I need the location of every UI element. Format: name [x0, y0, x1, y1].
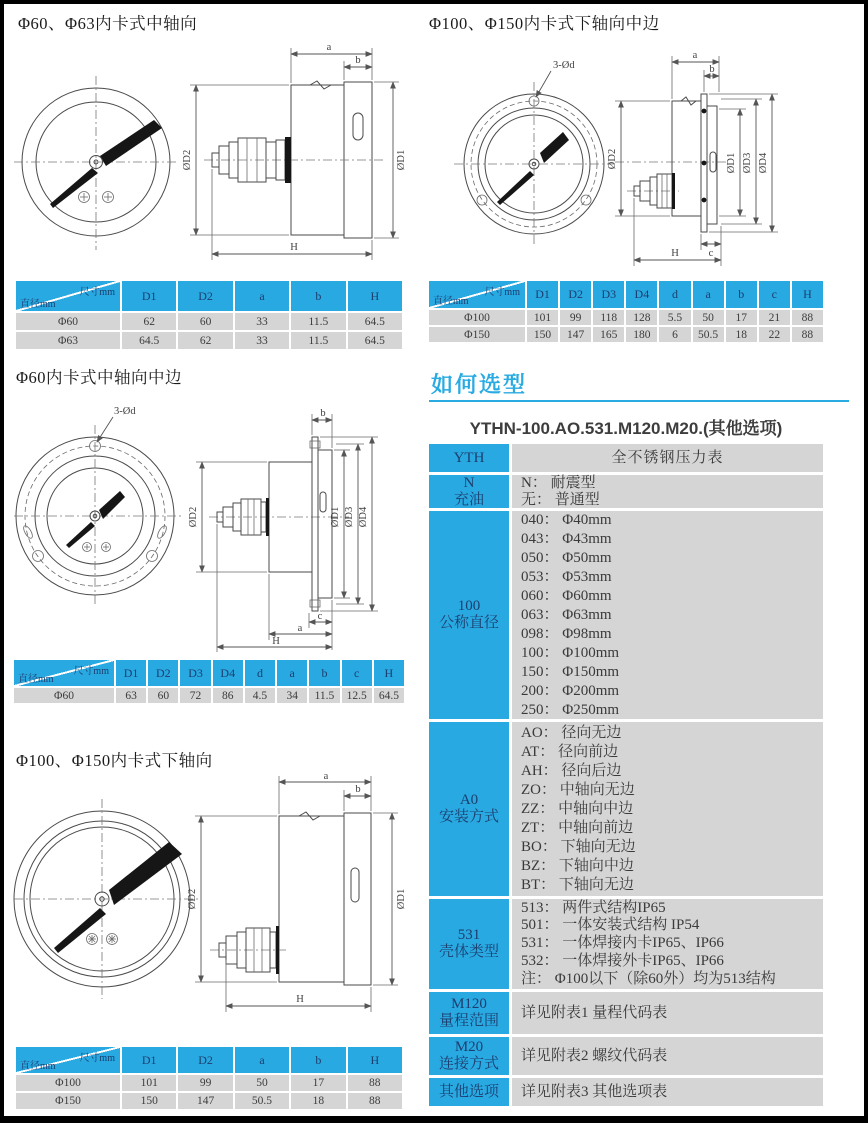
cell: 50.5 [693, 327, 724, 342]
dim-label-h: H [290, 242, 298, 253]
model-selection-table [429, 444, 823, 1106]
ear-slot [22, 524, 34, 539]
corner-diameter-label: 直径mm [18, 674, 54, 685]
option-item: ZT： 中轴向前边 [521, 819, 634, 836]
content-cell [512, 992, 823, 1034]
col-header: c [342, 660, 372, 686]
col-header: a [235, 281, 289, 311]
option-item: AH： 径向后边 [521, 762, 622, 779]
dim-label-h: H [272, 636, 280, 647]
bayonet-slot [320, 492, 326, 512]
col-header: D4 [213, 660, 243, 686]
dim-label-a: a [692, 50, 698, 61]
needle-blade [109, 842, 182, 905]
cell: 99 [178, 1075, 232, 1091]
cell: 88 [348, 1093, 402, 1109]
corner-diameter-label: 直径mm [20, 1061, 56, 1072]
dim-label-d2: ØD2 [182, 149, 193, 171]
col-header: c [759, 281, 790, 308]
option-item: 513： 两件式结构IP65 [521, 899, 666, 916]
content-cell [512, 722, 823, 896]
code-cell [429, 1078, 509, 1106]
dim-label-h: H [296, 994, 304, 1005]
col-header: b [309, 660, 339, 686]
cell: 11.5 [291, 313, 345, 330]
model-code: YTHN-100.AO.531.M120.M20.(其他选项) [469, 419, 783, 438]
code-cell [429, 899, 509, 989]
cell: 50 [235, 1075, 289, 1091]
code-label: 壳体类型 [438, 944, 499, 960]
col-header: D1 [122, 281, 176, 311]
dim-label-d4: ØD4 [758, 152, 769, 174]
code-label: 公称直径 [438, 615, 499, 631]
cell: 22 [759, 327, 790, 342]
content-cell [512, 475, 823, 508]
table-corner-cell [16, 281, 120, 311]
content-cell [512, 511, 823, 719]
code-value: 100 [457, 598, 481, 614]
dim-label-holes: 3-Ød [114, 406, 136, 417]
cell: 50 [693, 310, 724, 325]
section3-title: Φ60内卡式中轴向中边 [16, 368, 183, 387]
dim-label-b: b [355, 55, 361, 66]
dim-label-d1: ØD1 [396, 888, 407, 910]
dim-label-a: a [297, 623, 303, 634]
cell: 21 [759, 310, 790, 325]
section1-title: Φ60、Φ63内卡式中轴向 [18, 14, 198, 33]
selection-row-other-options [429, 1078, 823, 1106]
needle-blade [99, 491, 125, 519]
dim-label-d2: ØD2 [188, 506, 199, 528]
cell: 12.5 [342, 688, 372, 703]
option-item: BO： 下轴向无边 [521, 838, 636, 855]
cell: 86 [213, 688, 243, 703]
selection-row-yth [429, 444, 823, 472]
option-item: 详见附表2 螺纹代码表 [521, 1047, 668, 1064]
row-label: Φ100 [429, 310, 525, 325]
col-header: D1 [122, 1047, 176, 1073]
code-value: M20 [454, 1039, 484, 1055]
drawing-gauge-100-150-bottom-mid-flange [429, 44, 829, 276]
selection-row-diameter [429, 511, 823, 719]
cell: 88 [348, 1075, 402, 1091]
option-item: 100： Φ100mm [521, 644, 620, 661]
gauge-front-view [14, 406, 184, 607]
cell: 150 [122, 1093, 176, 1109]
cell: 18 [726, 327, 757, 342]
dim-label-holes: 3-Ød [553, 60, 575, 71]
cell: 72 [180, 688, 210, 703]
cell: 34 [277, 688, 307, 703]
option-item: BT： 下轴向无边 [521, 876, 634, 893]
option-item: 200： Φ200mm [521, 682, 620, 699]
col-header: H [348, 281, 402, 311]
code-label: 充油 [453, 491, 484, 508]
dim-label-d1: ØD1 [726, 152, 737, 174]
code-value: A0 [459, 792, 479, 808]
code-cell [429, 511, 509, 719]
col-header: D4 [626, 281, 657, 308]
cell: 64.5 [348, 332, 402, 349]
dim-label-b: b [320, 408, 326, 419]
content-cell [512, 444, 823, 472]
cell: 5.5 [659, 310, 690, 325]
drawing-gauge-100-150-bottom [14, 772, 414, 1040]
content-cell [512, 899, 823, 989]
code-cell [429, 722, 509, 896]
gauge-front-view [14, 799, 200, 999]
dim-label-h: H [671, 248, 679, 259]
cell: 33 [235, 313, 289, 330]
col-header: D2 [560, 281, 591, 308]
code-value: N [463, 474, 475, 491]
col-header: H [792, 281, 823, 308]
dim-label-b: b [355, 784, 361, 795]
flange-plate [312, 437, 318, 611]
corner-size-label: 尺寸mm [79, 1053, 115, 1064]
cell: 33 [235, 332, 289, 349]
cell: 101 [527, 310, 558, 325]
dim-label-d1: ØD1 [330, 506, 341, 528]
selection-row-range [429, 992, 823, 1034]
option-item: 详见附表3 其他选项表 [521, 1083, 668, 1100]
option-item: ZO： 中轴向无边 [521, 781, 635, 798]
col-header: b [726, 281, 757, 308]
option-item: 060： Φ60mm [521, 587, 612, 604]
drawing-gauge-60-center-back [14, 34, 414, 276]
option-item: 053： Φ53mm [521, 568, 612, 585]
option-item: 150： Φ150mm [521, 663, 620, 680]
dimension-table-4 [16, 1047, 402, 1109]
dim-label-d2: ØD2 [187, 888, 198, 910]
section2-title: Φ100、Φ150内卡式下轴向中边 [429, 14, 660, 33]
col-header: D2 [148, 660, 178, 686]
option-note: 注： Φ100以下（除60外）均为513结构 [521, 970, 776, 987]
drawing-gauge-60-center-mid-flange [14, 392, 414, 656]
dim-label-c: c [317, 611, 323, 622]
dim-label-d3: ØD3 [344, 506, 355, 528]
col-header: a [235, 1047, 289, 1073]
col-header: D2 [178, 281, 232, 311]
col-header: H [348, 1047, 402, 1073]
cell: 11.5 [291, 332, 345, 349]
section4-title: Φ100、Φ150内卡式下轴向 [16, 751, 213, 770]
dim-label-d2: ØD2 [607, 148, 618, 170]
col-header: b [291, 281, 345, 311]
gauge-side-view [182, 42, 407, 260]
option-item: 040： Φ40mm [521, 511, 612, 528]
ear-slot [156, 524, 168, 539]
dim-label-d4: ØD4 [358, 506, 369, 528]
option-item: 050： Φ50mm [521, 549, 612, 566]
col-header: a [693, 281, 724, 308]
row-label: Φ60 [16, 313, 120, 330]
code-label: 连接方式 [438, 1056, 499, 1072]
cell: 64.5 [122, 332, 176, 349]
bayonet-slot [351, 868, 359, 902]
dim-label-d3: ØD3 [742, 152, 753, 174]
cell: 180 [626, 327, 657, 342]
heading-underline [429, 400, 849, 402]
corner-diameter-label: 直径mm [20, 299, 56, 310]
cell: 60 [148, 688, 178, 703]
code-cell [429, 1037, 509, 1075]
row-label: Φ100 [16, 1075, 120, 1091]
option-item: 无： 普通型 [521, 491, 600, 508]
option-item: 043： Φ43mm [521, 530, 612, 547]
selection-row-case-type [429, 899, 823, 989]
cell: 18 [291, 1093, 345, 1109]
dim-label-a: a [323, 771, 329, 782]
mounting-hole [581, 195, 591, 205]
cell: 62 [122, 313, 176, 330]
row-label: Φ150 [16, 1093, 120, 1109]
selection-row-mounting [429, 722, 823, 896]
gauge-side-view [187, 771, 407, 1012]
table-corner-cell [429, 281, 525, 308]
screw-icon [83, 543, 111, 552]
cell: 99 [560, 310, 591, 325]
col-header: D1 [527, 281, 558, 308]
cell: 60 [178, 313, 232, 330]
code-value: YTH [453, 449, 485, 466]
gauge-side-view [188, 408, 378, 652]
selection-row-connection [429, 1037, 823, 1075]
col-header: D2 [178, 1047, 232, 1073]
option-item: 501： 一体安装式结构 IP54 [521, 917, 700, 934]
table-corner-cell [14, 660, 114, 686]
col-header: d [245, 660, 275, 686]
row-label: Φ150 [429, 327, 525, 342]
code-value: M120 [451, 996, 487, 1012]
code-label: 安装方式 [438, 809, 499, 825]
cell: 101 [122, 1075, 176, 1091]
corner-size-label: 尺寸mm [79, 287, 115, 298]
row-label: Φ63 [16, 332, 120, 349]
cell: 88 [792, 310, 823, 325]
gauge-front-view [454, 60, 614, 246]
code-label: 量程范围 [438, 1013, 499, 1029]
needle-blade [540, 132, 569, 163]
col-header: D1 [116, 660, 146, 686]
code-cell [429, 444, 509, 472]
option-item: AT： 径向前边 [521, 743, 619, 760]
pressure-connector [627, 173, 679, 209]
corner-size-label: 尺寸mm [484, 287, 520, 298]
option-item: ZZ： 中轴向中边 [521, 800, 634, 817]
cell: 62 [178, 332, 232, 349]
table-corner-cell [16, 1047, 120, 1073]
option-item: 全不锈钢压力表 [611, 449, 724, 466]
option-item: N： 耐震型 [521, 475, 596, 491]
col-header: b [291, 1047, 345, 1073]
col-header: a [277, 660, 307, 686]
cell: 150 [527, 327, 558, 342]
cell: 165 [593, 327, 624, 342]
option-item: 531： 一体焊接内卡IP65、IP66 [521, 935, 724, 952]
cell: 88 [792, 327, 823, 342]
option-item: 098： Φ98mm [521, 625, 612, 642]
option-item: AO： 径向无边 [521, 724, 622, 741]
corner-size-label: 尺寸mm [73, 666, 109, 677]
selection-heading: 如何选型 [431, 372, 528, 397]
cell: 11.5 [309, 688, 339, 703]
cell: 147 [178, 1093, 232, 1109]
cell: 4.5 [245, 688, 275, 703]
cell: 128 [626, 310, 657, 325]
selection-row-filling [429, 475, 823, 508]
cell: 17 [726, 310, 757, 325]
cell: 63 [116, 688, 146, 703]
col-header: d [659, 281, 690, 308]
cell: 118 [593, 310, 624, 325]
cell: 64.5 [348, 313, 402, 330]
code-value: 531 [457, 927, 481, 943]
option-item: 详见附表1 量程代码表 [521, 1004, 668, 1021]
cell: 6 [659, 327, 690, 342]
content-cell [512, 1078, 823, 1106]
option-item: 063： Φ63mm [521, 606, 612, 623]
dimension-table-2 [429, 281, 823, 342]
dim-label-d1: ØD1 [396, 149, 407, 171]
row-label: Φ60 [14, 688, 114, 703]
mounting-hole [477, 195, 487, 205]
dim-label-b: b [709, 64, 715, 75]
bayonet-slot [353, 113, 363, 140]
corner-diameter-label: 直径mm [433, 296, 469, 307]
dim-label-a: a [326, 42, 332, 53]
col-header: H [374, 660, 404, 686]
content-cell [512, 1037, 823, 1075]
cell: 50.5 [235, 1093, 289, 1109]
option-item: 532： 一体焊接外卡IP65、IP66 [521, 952, 724, 969]
cell: 17 [291, 1075, 345, 1091]
code-cell [429, 475, 509, 508]
gauge-side-view [607, 50, 778, 266]
dim-label-c: c [708, 248, 714, 259]
dimension-table-1 [16, 281, 402, 349]
dimension-table-3 [14, 660, 404, 703]
option-item: 250： Φ250mm [521, 701, 620, 718]
option-item: BZ： 下轴向中边 [521, 857, 634, 874]
cell: 147 [560, 327, 591, 342]
cell: 64.5 [374, 688, 404, 703]
code-value: 其他选项 [438, 1083, 499, 1100]
col-header: D3 [593, 281, 624, 308]
col-header: D3 [180, 660, 210, 686]
code-cell [429, 992, 509, 1034]
gauge-front-view [14, 76, 179, 250]
